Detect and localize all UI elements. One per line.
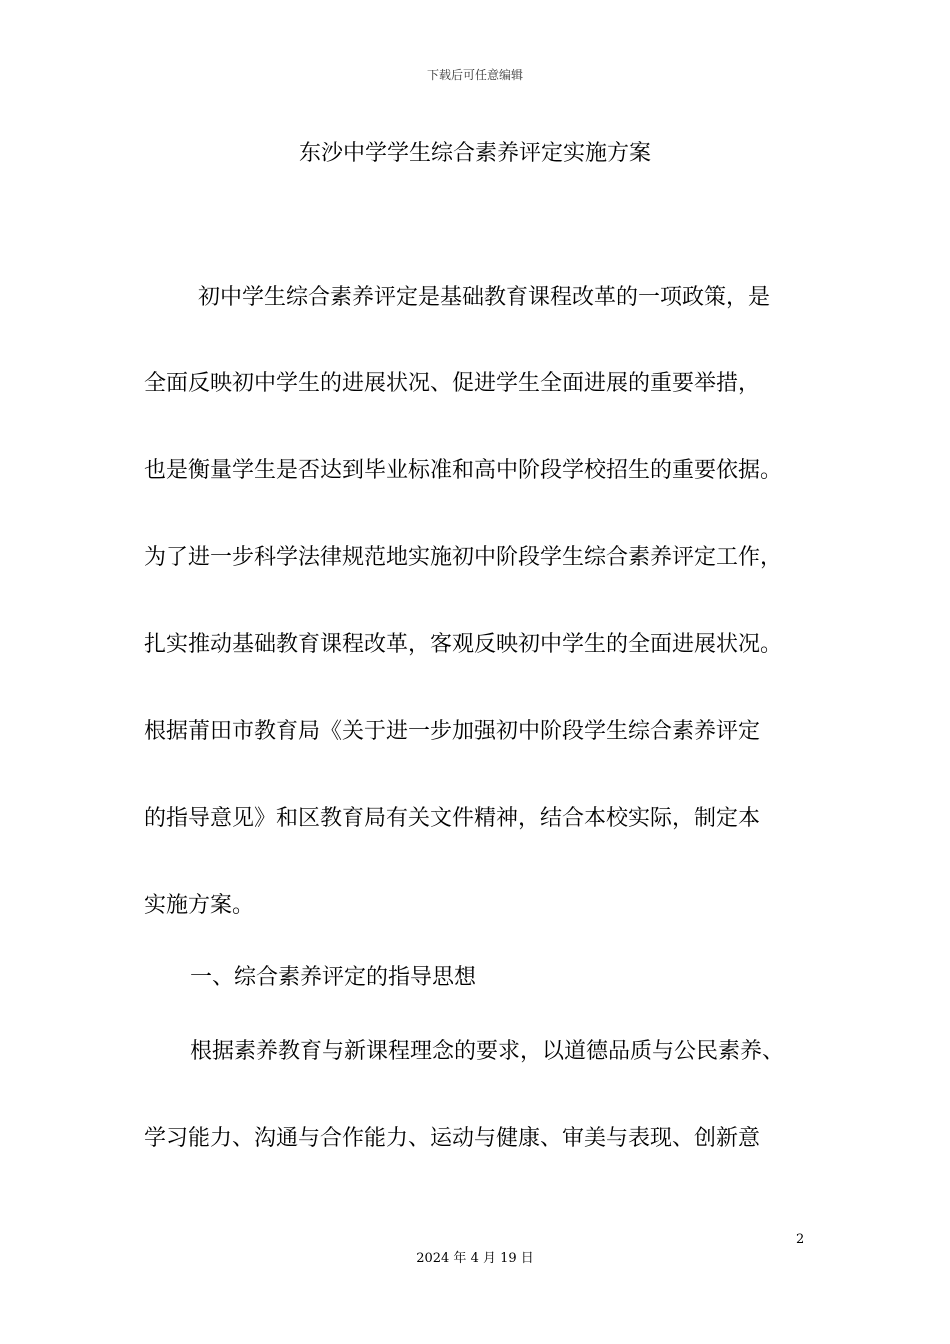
download-editable-note: 下载后可任意编辑 bbox=[426, 68, 523, 82]
paragraph-line-2: 全面反映初中学生的进展状况、促进学生全面进展的重要举措， bbox=[144, 371, 761, 396]
paragraph-line-3: 也是衡量学生是否达到毕业标准和高中阶段学校招生的重要依据。 bbox=[144, 458, 783, 483]
paragraph-line-7: 的指导意见》和区教育局有关文件精神，结合本校实际，制定本 bbox=[144, 806, 761, 831]
paragraph-line-4: 为了进一步科学法律规范地实施初中阶段学生综合素养评定工作， bbox=[144, 545, 783, 570]
page-number: 2 bbox=[796, 1232, 805, 1247]
paragraph-line-6: 根据莆田市教育局《关于进一步加强初中阶段学生综合素养评定 bbox=[144, 719, 761, 744]
section-heading: 一、综合素养评定的指导思想 bbox=[190, 965, 477, 990]
paragraph-line-9: 根据素养教育与新课程理念的要求，以道德品质与公民素养、 bbox=[190, 1039, 785, 1064]
paragraph-line-10: 学习能力、沟通与合作能力、运动与健康、审美与表现、创新意 bbox=[144, 1126, 761, 1151]
paragraph-line-5: 扎实推动基础教育课程改革，客观反映初中学生的全面进展状况。 bbox=[144, 632, 783, 657]
paragraph-line-1: 初中学生综合素养评定是基础教育课程改革的一项政策，是 bbox=[198, 285, 771, 310]
document-title: 东沙中学学生综合素养评定实施方案 bbox=[298, 141, 651, 166]
footer-date: 2024 年 4 月 19 日 bbox=[416, 1251, 534, 1266]
paragraph-line-8: 实施方案。 bbox=[144, 893, 255, 918]
